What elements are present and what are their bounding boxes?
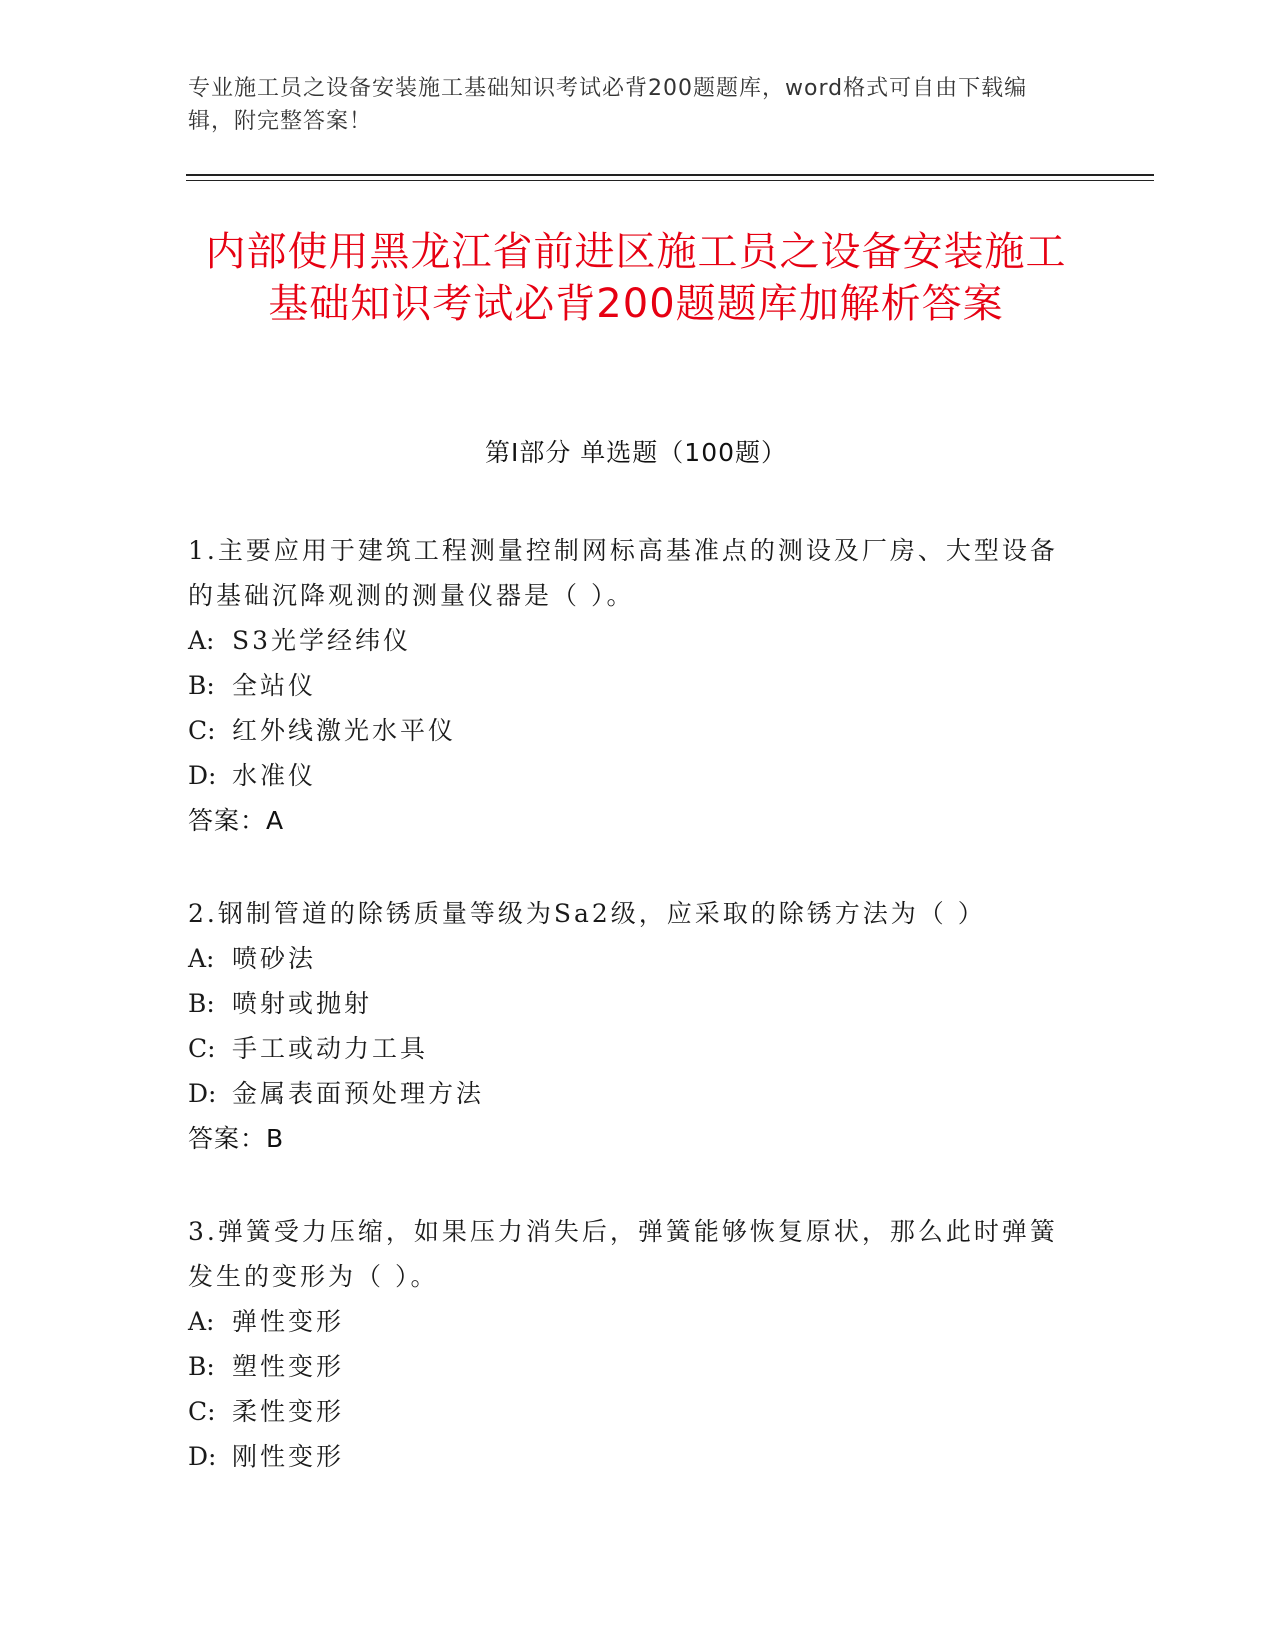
- option-text: 红外线激光水平仪: [232, 716, 457, 745]
- section-title: 第Ⅰ部分 单选题（100题）: [484, 438, 788, 467]
- option-key: B:: [188, 989, 215, 1018]
- question-list: [188, 528, 1068, 1527]
- option-d: [188, 753, 1068, 798]
- option-text: 水准仪: [232, 761, 317, 790]
- answer-line: 答案：A: [188, 806, 285, 835]
- option-d: [188, 1434, 1068, 1479]
- option-b: [188, 663, 1068, 708]
- header-rule-thin: [186, 180, 1154, 181]
- question-2: [188, 891, 1068, 1161]
- option-key: C:: [188, 716, 216, 745]
- option-key: C:: [188, 1397, 216, 1426]
- option-text: 柔性变形: [232, 1397, 345, 1426]
- option-text: 全站仪: [232, 671, 317, 700]
- option-text: 金属表面预处理方法: [232, 1079, 485, 1108]
- option-text: 喷射或抛射: [232, 989, 373, 1018]
- option-a: [188, 618, 1068, 663]
- header-rule-thick: [186, 174, 1154, 176]
- answer-line: 答案：B: [188, 1124, 285, 1153]
- option-text: S3光学经纬仪: [232, 626, 412, 655]
- option-b: [188, 981, 1068, 1026]
- option-key: D:: [188, 761, 217, 790]
- option-text: 塑性变形: [232, 1352, 345, 1381]
- option-key: D:: [188, 1079, 217, 1108]
- option-text: 喷砂法: [232, 944, 317, 973]
- option-key: A:: [188, 1307, 215, 1336]
- option-key: A:: [188, 944, 215, 973]
- option-d: [188, 1071, 1068, 1116]
- option-c: [188, 1026, 1068, 1071]
- option-text: 刚性变形: [232, 1442, 345, 1471]
- header-note: 专业施工员之设备安装施工基础知识考试必背200题题库，word格式可自由下载编辑，附完整答案！: [188, 76, 1028, 134]
- question-stem: 2.钢制管道的除锈质量等级为Sa2级，应采取的除锈方法为（ ）: [188, 899, 986, 928]
- option-text: 手工或动力工具: [232, 1034, 429, 1063]
- option-key: A:: [188, 626, 215, 655]
- option-c: [188, 708, 1068, 753]
- question-1: [188, 528, 1068, 843]
- option-a: [188, 936, 1068, 981]
- option-text: 弹性变形: [232, 1307, 345, 1336]
- option-b: [188, 1344, 1068, 1389]
- option-c: [188, 1389, 1068, 1434]
- option-key: B:: [188, 1352, 215, 1381]
- question-3: [188, 1209, 1068, 1479]
- option-key: C:: [188, 1034, 216, 1063]
- option-key: D:: [188, 1442, 217, 1471]
- question-stem: 1.主要应用于建筑工程测量控制网标高基准点的测设及厂房、大型设备的基础沉降观测的测量仪器是（ ）。: [188, 536, 1058, 610]
- question-stem: 3.弹簧受力压缩，如果压力消失后，弹簧能够恢复原状，那么此时弹簧发生的变形为（ ）。: [188, 1217, 1058, 1291]
- option-a: [188, 1299, 1068, 1344]
- document-title: 内部使用黑龙江省前进区施工员之设备安装施工基础知识考试必背200题题库加解析答案: [205, 229, 1067, 327]
- option-key: B:: [188, 671, 215, 700]
